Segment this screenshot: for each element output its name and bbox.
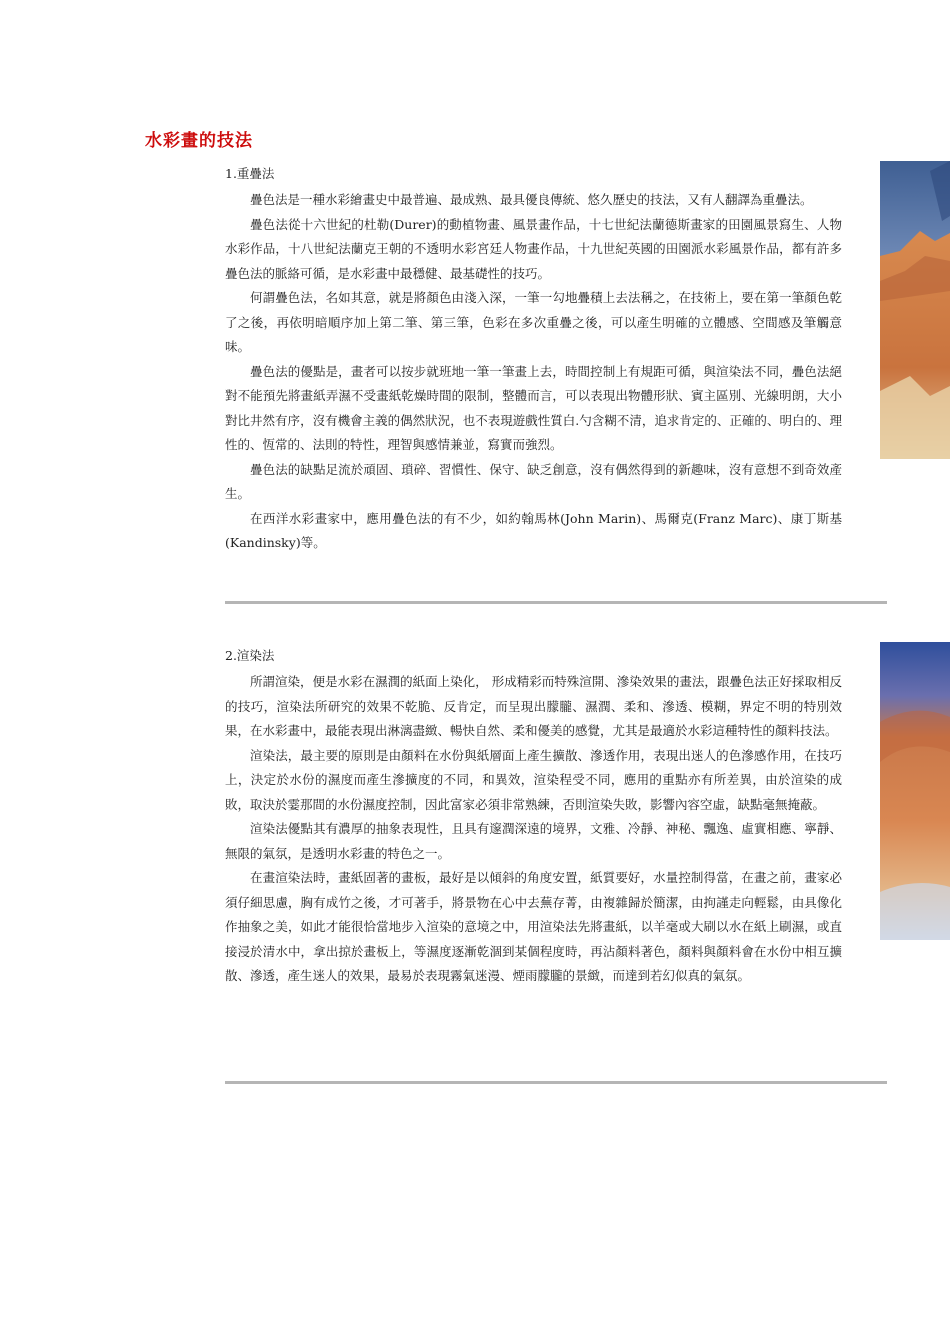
paragraph: 疊色法的缺點足流於頑固、瑣碎、習慣性、保守、缺乏創意，沒有偶然得到的新趣味，沒有意想不到奇效產生。 <box>225 461 842 501</box>
paragraph: 疊色法從十六世紀的杜勒(Durer)的動植物畫、風景畫作品，十七世紀法蘭德斯畫家的田園風景寫生、人物水彩作品，十八世紀法蘭克王朝的不透明水彩宮廷人物畫作品，十九世紀英國的田園派水彩風景作品，都有許多疊色法的脈絡可循，是水彩畫中最穩健、最基礎性的技巧。 <box>225 216 842 281</box>
section-heading: 1.重疊法 <box>225 166 275 181</box>
watercolor-image-wash <box>880 642 950 940</box>
paragraph: 渲染法，最主要的原則是由顏料在水份與紙層面上產生擴散、滲透作用，表現出迷人的色滲感作用，在技巧上，決定於水份的濕度而產生滲擴度的不同，和異效，渲染程受不同，應用的重點亦有所差異，由於渲染的成敗，取決於霎那間的水份濕度控制，因此富家必須非常熟練，否則渲染失敗，影響內容空虛，缺點毫無掩蔽。 <box>225 747 842 812</box>
paragraph: 渲染法優點其有濃厚的抽象表現性，且具有邃潤深遠的境界，文雅、冷靜、神秘、飄逸、虛實相應、寧靜、無限的氣氛，是透明水彩畫的特色之一。 <box>225 821 842 861</box>
paragraph: 疊色法的優點是，畫者可以按步就班地一筆一筆畫上去，時間控制上有規距可循，與渲染法不同，疊色法絕對不能預先將畫紙弄濕不受畫紙乾燥時間的限制，整體而言，可以表現出物體形狀、賓主區別、光線明朗，大小對比井然有序，沒有機會主義的偶然狀況，也不表現遊戲性質白.勺含糊不清，追求肯定的、正確的、明白的、理性的、恆常的、法則的特性，理智與感情兼並，寫實而強烈。 <box>225 363 842 452</box>
watercolor-image-layering <box>880 161 950 459</box>
paragraph: 在畫渲染法時，畫紙固著的畫板，最好是以傾斜的角度安置，紙質要好，水量控制得當，在畫之前，畫家必須仔細思慮，胸有成竹之後，才可著手，將景物在心中去蕪存菁，由複雜歸於簡潔，由拘謹走向輕鬆，由具像化作抽象之美，如此才能很恰當地步入渲染的意境之中，用渲染法先將畫紙，以羊毫或大刷以水在紙上刷濕，或直接浸於清水中，拿出掠於畫板上，等濕度逐漸乾涸到某個程度時，再沾顏料著色，顏料與顏料會在水份中相互擴散、滲透，產生迷人的效果，最易於表現霧氣迷漫、煙雨朦朧的景緻，而達到若幻似真的氣氛。 <box>225 870 842 983</box>
paragraph: 何謂疊色法，名如其意，就是將顏色由淺入深，一筆一勾地疊積上去法稱之，在技術上，要在第一筆顏色乾了之後，再依明暗順序加上第二筆、第三筆，色彩在多次重疊之後，可以產生明確的立體感、空間感及筆觸意味。 <box>225 290 842 354</box>
section-divider <box>225 1081 887 1084</box>
section-divider <box>225 601 887 604</box>
section-layering <box>225 164 842 556</box>
paragraph: 疊色法是一種水彩繪畫史中最普遍、最成熟、最具優良傳統、悠久歷史的技法，又有人翻譯為重疊法。 <box>250 192 813 207</box>
paragraph: 所謂渲染，便是水彩在濕潤的紙面上染化， 形成精彩而特殊渲開、滲染效果的畫法，跟疊色法正好採取相反的技巧，渲染法所研究的效果不乾脆、反肯定，而呈現出朦朧、濕潤、柔和、滲透、模糊，界定不明的特別效果，在水彩畫中，最能表現出淋漓盡緻、暢快自然、柔和優美的感覺，尤其是最適於水彩這種特性的顏料技法。 <box>225 674 842 738</box>
section-heading: 2.渲染法 <box>225 648 275 663</box>
page-title: 水彩畫的技法 <box>145 131 253 151</box>
section-wash <box>225 646 842 989</box>
paragraph: 在西洋水彩畫家中，應用疊色法的有不少，如約翰馬林(John Marin)、馬爾克(Franz Marc)、康丁斯基(Kandinsky)等。 <box>225 510 842 550</box>
